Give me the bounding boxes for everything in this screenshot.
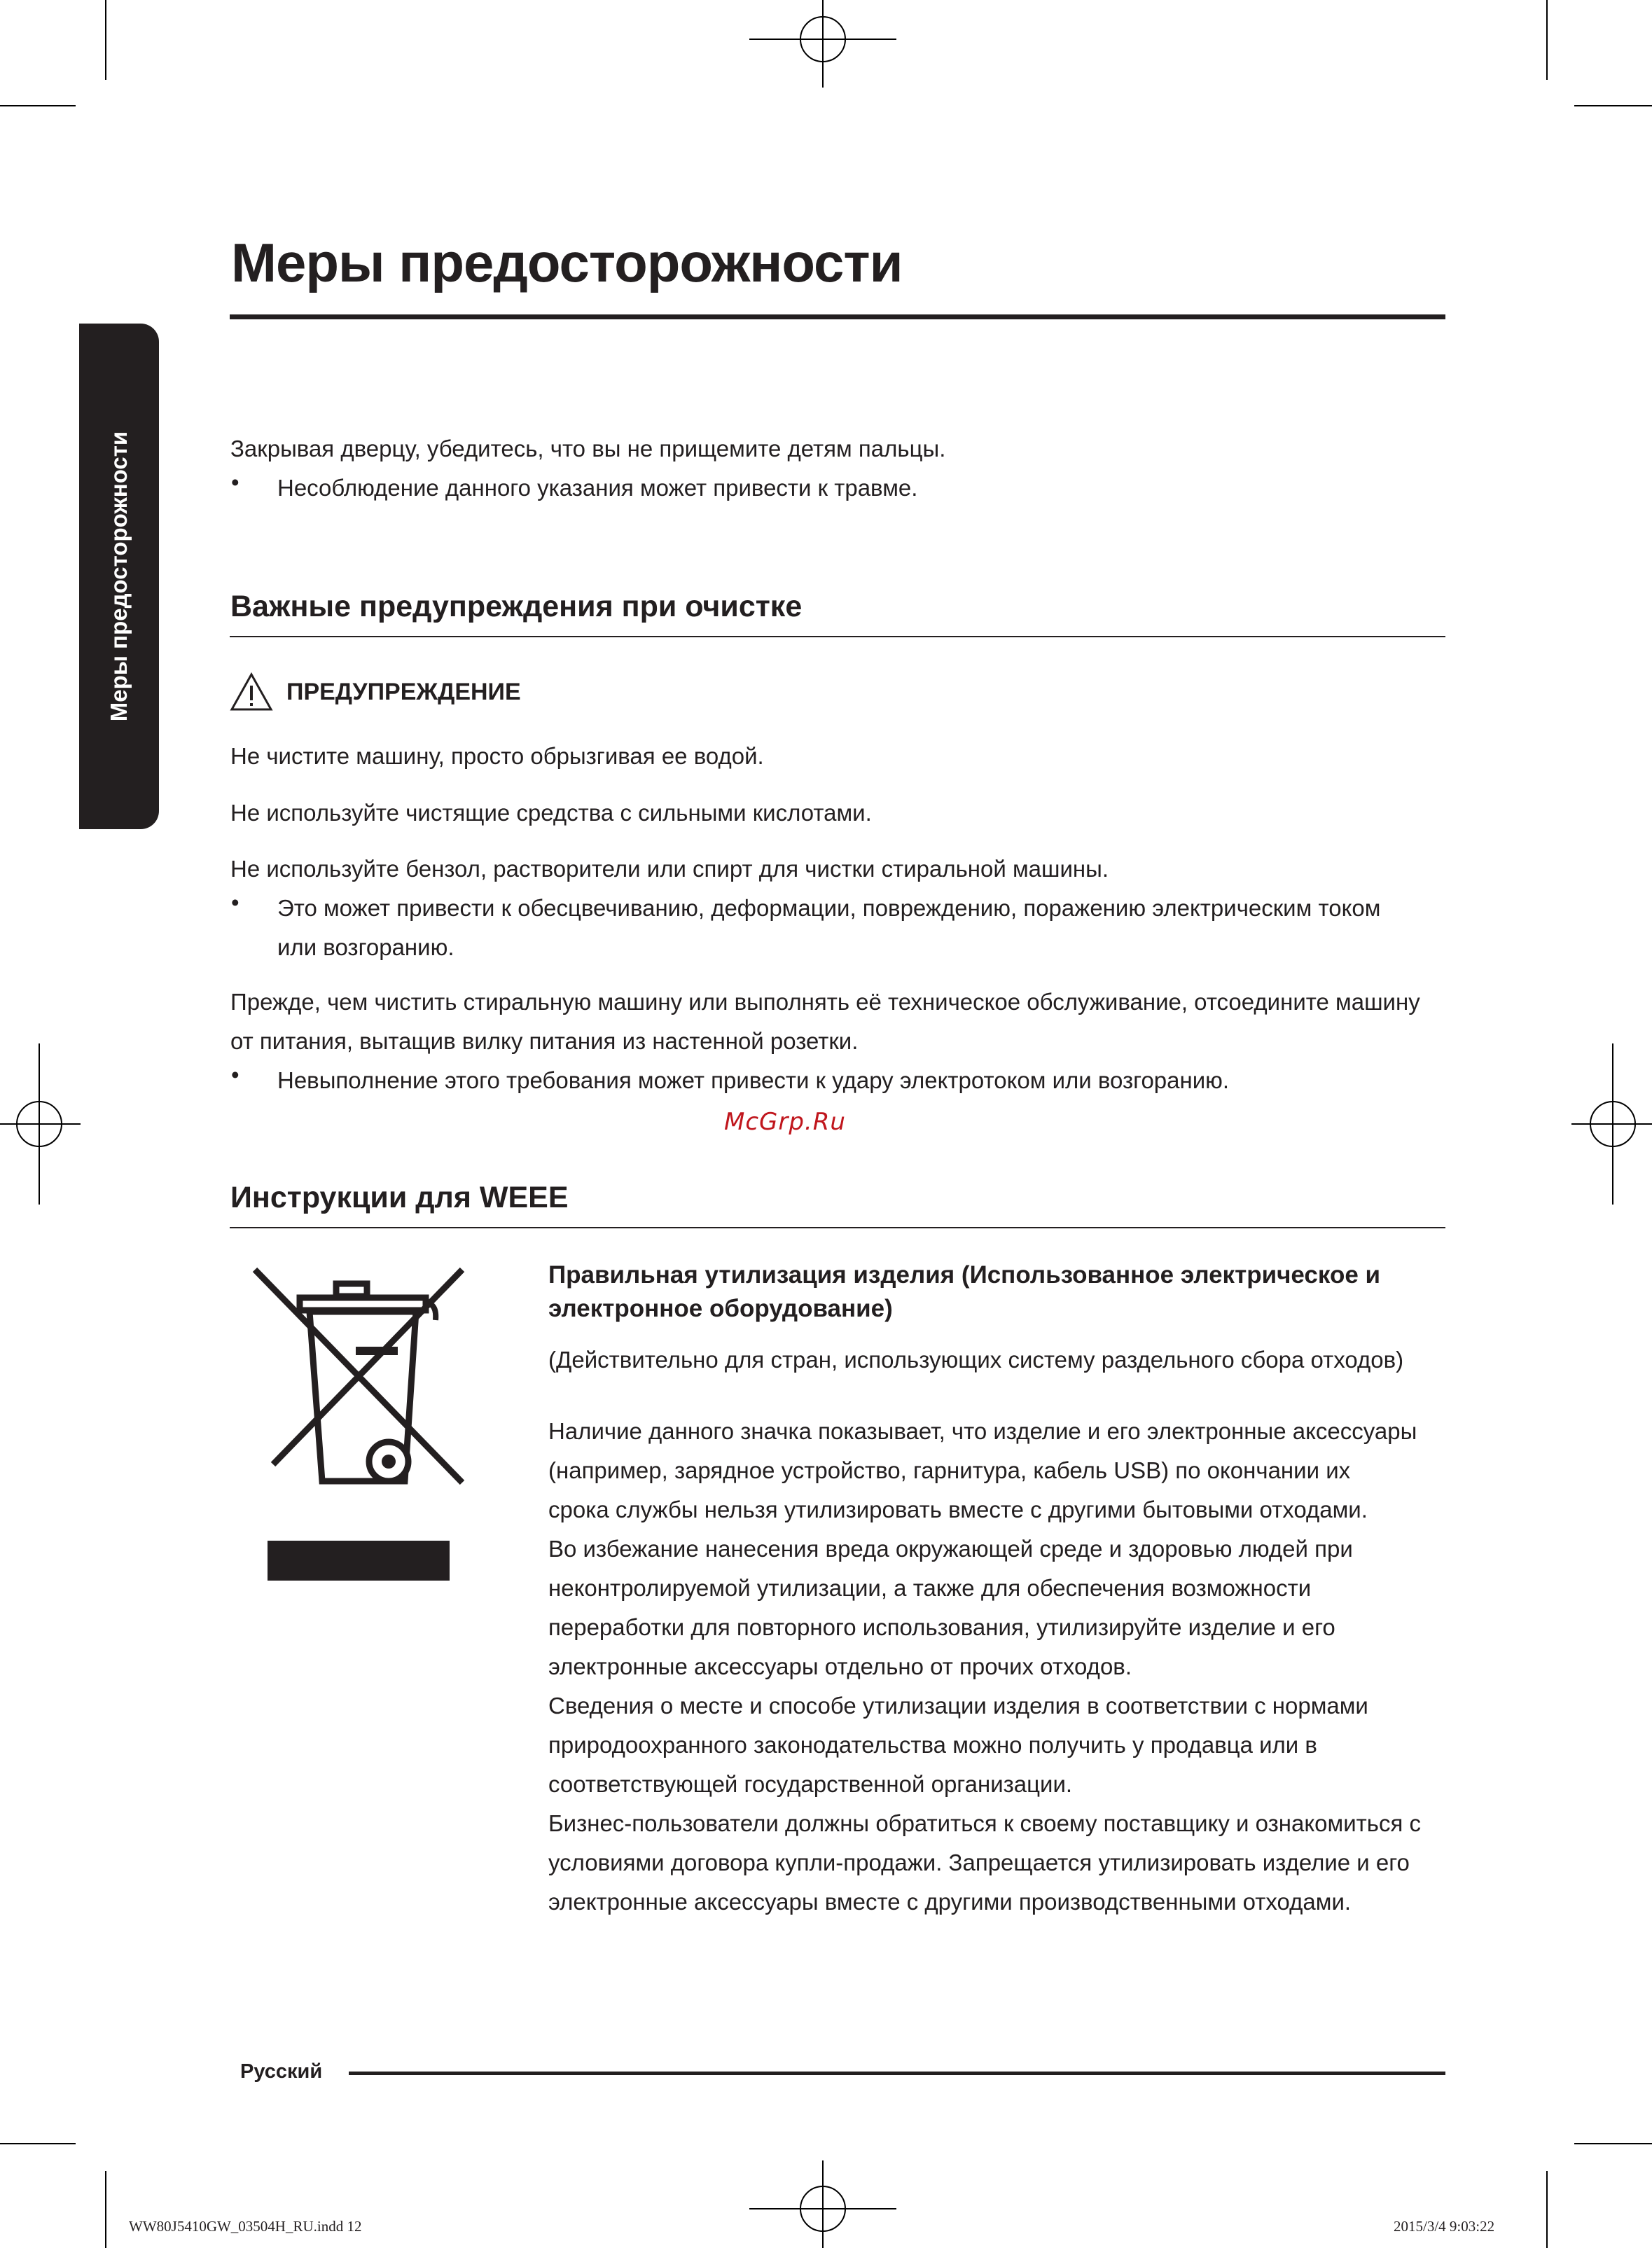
crop-mark (0, 2143, 76, 2144)
print-slug-right: 2015/3/4 9:03:22 (1394, 2218, 1495, 2235)
side-tab-label: Меры предосторожности (106, 431, 132, 722)
footer-language: Русский (240, 2060, 323, 2083)
title-rule (230, 314, 1445, 319)
cleaning-bullet: Это может привести к обесцвечиванию, деформации, повреждению, поражению электрическим током (277, 895, 1381, 921)
weee-crossed-bin-icon (252, 1264, 469, 1495)
weee-title (548, 1258, 1380, 1326)
registration-mark-left (0, 1043, 81, 1205)
weee-body-line: Бизнес-пользователи должны обратиться к своему поставщику и ознакомиться с (548, 1810, 1421, 1836)
crop-mark (105, 2171, 106, 2248)
warning-triangle-icon (230, 672, 273, 712)
weee-body-line: природоохранного законодательства можно получить у продавца или в (548, 1732, 1317, 1758)
weee-body-line: (например, зарядное устройство, гарнитура, кабель USB) по окончании их (548, 1457, 1351, 1483)
registration-mark-bottom (749, 2157, 896, 2248)
intro-bullet: Несоблюдение данного указания может привести к травме. (277, 475, 918, 501)
weee-body-line: Во избежание нанесения вреда окружающей среде и здоровью людей при (548, 1536, 1353, 1562)
weee-body-line: соответствующей государственной организации. (548, 1771, 1073, 1797)
cleaning-paragraph: Не используйте бензол, растворители или спирт для чистки стиральной машины. (230, 856, 1109, 882)
section-heading-cleaning: Важные предупреждения при очистке (230, 590, 803, 623)
weee-body-line: электронные аксессуары отдельно от прочих отходов. (548, 1653, 1132, 1679)
weee-body-line: Сведения о месте и способе утилизации изделия в соответствии с нормами (548, 1693, 1368, 1719)
section-rule (230, 1227, 1445, 1228)
weee-body-line: неконтролируемой утилизации, а также для обеспечения возможности (548, 1575, 1312, 1601)
cleaning-paragraph: Не чистите машину, просто обрызгивая ее водой. (230, 743, 764, 769)
crop-mark (1546, 0, 1548, 80)
print-slug-left: WW80J5410GW_03504H_RU.indd 12 (129, 2218, 362, 2235)
crop-mark (0, 105, 76, 106)
registration-mark-right (1571, 1043, 1652, 1205)
registration-mark-top (749, 0, 896, 91)
weee-body-line: Наличие данного значка показывает, что изделие и его электронные аксессуары (548, 1418, 1417, 1444)
weee-black-bar (268, 1541, 450, 1581)
section-rule (230, 636, 1445, 637)
weee-subtitle: (Действительно для стран, использующих систему раздельного сбора отходов) (548, 1347, 1404, 1373)
weee-title-line: электронное оборудование) (548, 1295, 893, 1322)
weee-body-line: условиями договора купли-продажи. Запрещается утилизировать изделие и его (548, 1850, 1410, 1875)
section-heading-weee: Инструкции для WEEE (230, 1181, 569, 1214)
intro-text: Закрывая дверцу, убедитесь, что вы не прищемите детям пальцы. (230, 436, 946, 462)
watermark: McGrp.Ru (724, 1108, 846, 1136)
cleaning-paragraph: Прежде, чем чистить стиральную машину или выполнять её техническое обслуживание, отсоедините машину (230, 989, 1420, 1015)
bullet-dot: • (231, 1062, 240, 1088)
weee-body-line: срока службы нельзя утилизировать вместе с другими бытовыми отходами. (548, 1497, 1368, 1522)
cleaning-paragraph: Не используйте чистящие средства с сильными кислотами. (230, 800, 872, 826)
crop-mark (1574, 105, 1652, 106)
warning-label: ПРЕДУПРЕЖДЕНИЕ (286, 679, 521, 705)
page-title: Меры предосторожности (231, 232, 903, 293)
bullet-dot: • (231, 469, 240, 495)
weee-body (548, 1412, 1421, 1922)
bullet-dot: • (231, 889, 240, 915)
footer-rule (349, 2072, 1445, 2075)
crop-mark (105, 0, 106, 80)
weee-title-line: Правильная утилизация изделия (Использованное электрическое и (548, 1261, 1381, 1289)
crop-mark (1546, 2171, 1548, 2248)
cleaning-bullet: или возгоранию. (277, 934, 454, 960)
crop-mark (1574, 2143, 1652, 2144)
weee-body-line: электронные аксессуары вместе с другими производственными отходами. (548, 1889, 1352, 1915)
cleaning-paragraph: от питания, вытащив вилку питания из настенной розетки. (230, 1028, 859, 1054)
weee-body-line: переработки для повторного использования, утилизируйте изделие и его (548, 1614, 1335, 1640)
cleaning-bullet: Невыполнение этого требования может привести к удару электротоком или возгоранию. (277, 1067, 1230, 1093)
